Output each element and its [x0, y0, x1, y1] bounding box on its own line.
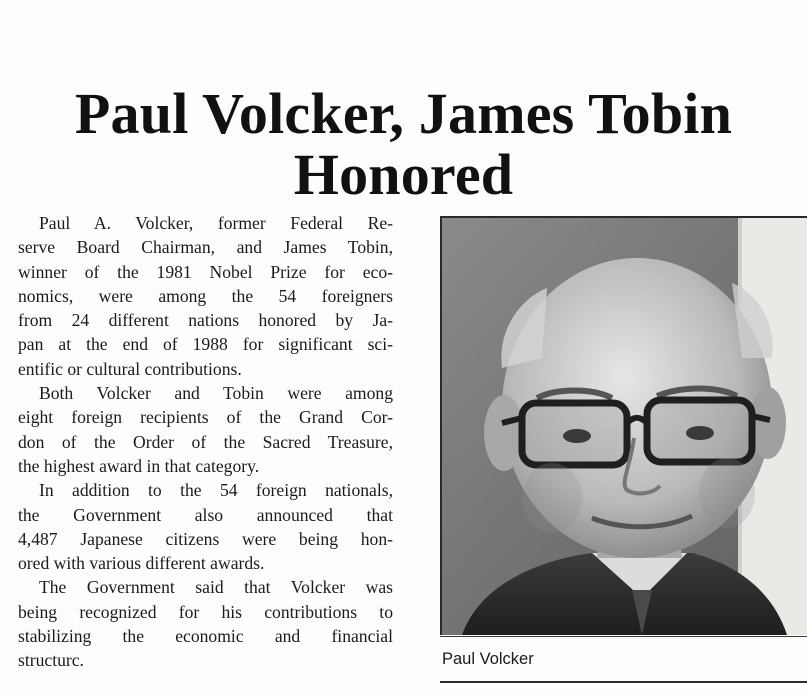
paragraph-1 — [18, 211, 393, 381]
paragraph-3 — [18, 478, 393, 575]
article-line: In addition to the 54 foreign nationals, — [39, 480, 393, 501]
paragraph-4 — [18, 575, 393, 672]
article-body — [18, 211, 393, 673]
article-line: Paul A. Volcker, former Federal Re- — [39, 213, 393, 233]
caption-divider-bottom — [440, 681, 807, 683]
caption-divider-top — [440, 636, 807, 637]
article-line: Both Volcker and Tobin were among — [39, 383, 393, 404]
article-line: being recognized for his contributions to — [18, 601, 393, 622]
article-line: don of the Order of the Sacred Treasure, — [18, 431, 393, 452]
article-line: stabilizing the economic and financial — [18, 626, 393, 647]
photo-caption: Paul Volcker — [442, 650, 534, 668]
portrait-photo — [440, 216, 807, 635]
article-line: the highest award in that category. — [18, 455, 260, 476]
headline-line-1: Paul Volcker, James Tobin — [74, 80, 733, 146]
article-line: 4,487 Japanese citizens were being hon- — [18, 528, 393, 549]
article-line: winner of the 1981 Nobel Prize for eco- — [18, 261, 393, 282]
article-line: serve Board Chairman, and James Tobin, — [18, 237, 393, 258]
paragraph-2 — [18, 381, 393, 478]
headline-line-2: Honored — [293, 141, 514, 207]
article-line: nomics, were among the 54 foreigners — [18, 285, 393, 306]
article-line: structurc. — [18, 650, 84, 671]
portrait-illustration — [442, 218, 807, 635]
article-line: eight foreign recipients of the Grand Cor- — [18, 407, 393, 428]
article-line: ored with various different awards. — [18, 553, 265, 574]
article-line: the Government also announced that — [18, 504, 393, 525]
article-line: from 24 different nations honored by Ja- — [18, 310, 393, 331]
article-line: pan at the end of 1988 for significant sci- — [18, 334, 393, 355]
article-line: The Government said that Volcker was — [39, 577, 393, 598]
article-line: entific or cultural contributions. — [18, 358, 242, 379]
headline — [0, 80, 807, 207]
